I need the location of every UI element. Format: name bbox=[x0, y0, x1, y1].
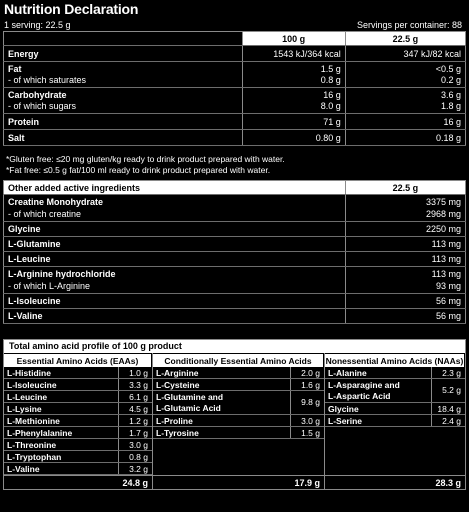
ingredient-label bbox=[4, 237, 346, 252]
value: 3.6 g bbox=[440, 90, 461, 100]
amino-value: 1.6 g bbox=[290, 379, 324, 390]
amino-name: L-Histidine bbox=[7, 368, 51, 378]
nutrient-name: Fat bbox=[8, 64, 22, 74]
ingredient-name: L-Glutamine bbox=[8, 239, 61, 249]
value: 56 mg bbox=[435, 296, 461, 306]
amino-row bbox=[4, 367, 152, 379]
active-row bbox=[4, 267, 466, 294]
amino-value: 1.0 g bbox=[118, 367, 152, 378]
value: 0.18 g bbox=[435, 132, 461, 143]
sub-value: 8.0 g bbox=[320, 101, 341, 111]
footnote-gluten: *Gluten free: ≤20 mg gluten/kg ready to drink product prepared with water. bbox=[6, 154, 285, 164]
amino-row bbox=[325, 367, 465, 379]
nutrient-label bbox=[4, 130, 243, 146]
amino-row bbox=[153, 415, 324, 427]
amino-row bbox=[4, 439, 152, 451]
ingredient-amount bbox=[345, 309, 465, 324]
ingredient-amount bbox=[345, 252, 465, 267]
amino-column-title: Essential Amino Acids (EAAs) bbox=[4, 353, 152, 367]
sub-value: 0.2 g bbox=[440, 75, 461, 85]
amino-columns bbox=[4, 353, 465, 489]
amino-column-total: 17.9 g bbox=[153, 475, 324, 489]
footnotes bbox=[6, 154, 285, 176]
active-ingredients-table bbox=[3, 180, 466, 324]
nutrition-header-row bbox=[4, 32, 466, 46]
amino-name: L-Methionine bbox=[7, 416, 60, 426]
ingredient-name: L-Isoleucine bbox=[8, 296, 61, 306]
nutrition-table bbox=[3, 31, 466, 146]
footnote-fat: *Fat free: ≤0.5 g fat/100 ml ready to drink product prepared with water. bbox=[6, 165, 271, 175]
amino-row bbox=[4, 451, 152, 463]
amino-value: 6.1 g bbox=[118, 391, 152, 402]
nutrient-name: Energy bbox=[8, 48, 39, 59]
ingredient-label bbox=[4, 252, 346, 267]
amino-name: L-Tryptophan bbox=[7, 452, 62, 462]
nutrient-sub-label: - of which sugars bbox=[8, 101, 77, 111]
amino-name: L-Threonine bbox=[7, 440, 57, 450]
amino-name: L-Proline bbox=[156, 416, 193, 426]
active-amount-header: 22.5 g bbox=[345, 181, 465, 195]
active-row bbox=[4, 309, 466, 324]
nutrient-value-100g bbox=[242, 62, 345, 88]
ingredient-name: L-Arginine hydrochloride bbox=[8, 269, 116, 279]
ingredient-amount bbox=[345, 237, 465, 252]
amino-row bbox=[153, 379, 324, 391]
nutrient-label bbox=[4, 88, 243, 114]
value: 347 kJ/82 kcal bbox=[403, 48, 461, 59]
nutrition-row bbox=[4, 62, 466, 88]
nutrient-value-100g bbox=[242, 46, 345, 62]
nutrition-row bbox=[4, 88, 466, 114]
sub-value: 0.8 g bbox=[320, 75, 341, 85]
ingredient-label bbox=[4, 309, 346, 324]
amino-name: L-Asparagine and L-Aspartic Acid bbox=[328, 380, 400, 401]
amino-header: Total amino acid profile of 100 g product bbox=[4, 340, 465, 353]
amino-value: 3.0 g bbox=[290, 415, 324, 426]
amino-column bbox=[4, 353, 153, 489]
amino-row bbox=[4, 391, 152, 403]
amino-row bbox=[4, 379, 152, 391]
amino-name: L-Serine bbox=[328, 416, 363, 426]
value: 16 g bbox=[323, 90, 341, 100]
amino-name: L-Glutamine and L-Glutamic Acid bbox=[156, 392, 224, 413]
nutrient-value-serving bbox=[345, 46, 465, 62]
amino-column-total: 24.8 g bbox=[4, 475, 152, 489]
nutrient-value-serving bbox=[345, 114, 465, 130]
amino-name: L-Cysteine bbox=[156, 380, 200, 390]
page-title: Nutrition Declaration bbox=[4, 1, 139, 17]
amino-name: L-Isoleucine bbox=[7, 380, 57, 390]
amino-value: 2.0 g bbox=[290, 367, 324, 378]
servings-per-container: Servings per container: 88 bbox=[356, 20, 462, 30]
amino-name: L-Alanine bbox=[328, 368, 367, 378]
nutrient-value-100g bbox=[242, 88, 345, 114]
col-serving-header: 22.5 g bbox=[345, 32, 465, 46]
ingredient-label bbox=[4, 222, 346, 237]
value: 56 mg bbox=[435, 311, 461, 321]
active-row bbox=[4, 195, 466, 222]
nutrient-name: Carbohydrate bbox=[8, 90, 67, 100]
value: 2250 mg bbox=[425, 224, 461, 234]
active-row bbox=[4, 294, 466, 309]
amino-value: 2.3 g bbox=[431, 367, 465, 378]
ingredient-name: L-Valine bbox=[8, 311, 43, 321]
active-header-row bbox=[4, 181, 466, 195]
amino-row bbox=[325, 415, 465, 427]
amino-value: 3.3 g bbox=[118, 379, 152, 390]
sub-value: 93 mg bbox=[435, 281, 461, 291]
nutrient-value-serving bbox=[345, 130, 465, 146]
amino-value: 5.2 g bbox=[431, 379, 465, 402]
amino-row bbox=[4, 463, 152, 475]
value: 0.80 g bbox=[315, 132, 341, 143]
ingredient-sub-label: - of which L-Arginine bbox=[8, 281, 91, 291]
col-100g-header: 100 g bbox=[242, 32, 345, 46]
nutrient-label bbox=[4, 62, 243, 88]
active-header: Other added active ingredients bbox=[4, 181, 346, 195]
amino-value: 3.0 g bbox=[118, 439, 152, 450]
nutrition-row bbox=[4, 114, 466, 130]
value: 71 g bbox=[323, 116, 341, 127]
active-row bbox=[4, 237, 466, 252]
ingredient-amount bbox=[345, 222, 465, 237]
amino-row bbox=[4, 427, 152, 439]
amino-column-total: 28.3 g bbox=[325, 475, 465, 489]
ingredient-label bbox=[4, 267, 346, 294]
amino-value: 1.2 g bbox=[118, 415, 152, 426]
sub-value: 2968 mg bbox=[425, 209, 461, 219]
active-row bbox=[4, 252, 466, 267]
value: 113 mg bbox=[431, 254, 461, 264]
nutrient-value-serving bbox=[345, 62, 465, 88]
value: 113 mg bbox=[431, 239, 461, 249]
amino-row bbox=[153, 367, 324, 379]
amino-value: 3.2 g bbox=[118, 463, 152, 474]
amino-row bbox=[4, 403, 152, 415]
nutrition-row bbox=[4, 130, 466, 146]
column-spacer bbox=[153, 439, 324, 475]
ingredient-name: Glycine bbox=[8, 224, 41, 234]
nutrient-label bbox=[4, 114, 243, 130]
ingredient-sub-label: - of which creatine bbox=[8, 209, 82, 219]
nutrient-sub-label: - of which saturates bbox=[8, 75, 87, 85]
amino-row bbox=[325, 403, 465, 415]
amino-value: 1.7 g bbox=[118, 427, 152, 438]
amino-name: L-Tyrosine bbox=[156, 428, 199, 438]
sub-value: 1.8 g bbox=[440, 101, 461, 111]
nutrient-value-100g bbox=[242, 130, 345, 146]
nutrient-value-100g bbox=[242, 114, 345, 130]
amino-value: 1.5 g bbox=[290, 427, 324, 438]
ingredient-name: Creatine Monohydrate bbox=[8, 197, 104, 207]
value: 3375 mg bbox=[425, 197, 461, 207]
amino-name: L-Leucine bbox=[7, 392, 48, 402]
serving-size: 1 serving: 22.5 g bbox=[4, 20, 71, 30]
amino-value: 2.4 g bbox=[431, 415, 465, 426]
ingredient-amount bbox=[345, 195, 465, 222]
amino-value: 18.4 g bbox=[431, 403, 465, 414]
amino-value: 4.5 g bbox=[118, 403, 152, 414]
amino-column-title: Nonessential Amino Acids (NAAs) bbox=[325, 353, 465, 367]
amino-name: Glycine bbox=[328, 404, 359, 414]
nutrient-name: Salt bbox=[8, 132, 25, 143]
value: <0.5 g bbox=[435, 64, 461, 74]
ingredient-label bbox=[4, 195, 346, 222]
amino-column bbox=[325, 353, 465, 489]
amino-value: 0.8 g bbox=[118, 451, 152, 462]
amino-column bbox=[153, 353, 325, 489]
amino-name: L-Arginine bbox=[156, 368, 199, 378]
ingredient-name: L-Leucine bbox=[8, 254, 51, 264]
ingredient-amount bbox=[345, 267, 465, 294]
amino-name: L-Lysine bbox=[7, 404, 42, 414]
nutrient-value-serving bbox=[345, 88, 465, 114]
nutrient-name: Protein bbox=[8, 116, 40, 127]
amino-row bbox=[153, 427, 324, 439]
nutrient-label bbox=[4, 46, 243, 62]
value: 1543 kJ/364 kcal bbox=[273, 48, 341, 59]
value: 16 g bbox=[443, 116, 461, 127]
nutrition-row bbox=[4, 46, 466, 62]
amino-name: L-Phenylalanine bbox=[7, 428, 73, 438]
amino-row bbox=[325, 379, 465, 403]
amino-row bbox=[4, 415, 152, 427]
value: 1.5 g bbox=[320, 64, 341, 74]
amino-acid-profile bbox=[3, 339, 466, 490]
amino-row bbox=[153, 391, 324, 415]
column-spacer bbox=[325, 427, 465, 475]
amino-column-title: Conditionally Essential Amino Acids (CAAs) bbox=[153, 353, 324, 367]
active-row bbox=[4, 222, 466, 237]
ingredient-amount bbox=[345, 294, 465, 309]
amino-name: L-Valine bbox=[7, 464, 40, 474]
ingredient-label bbox=[4, 294, 346, 309]
amino-value: 9.8 g bbox=[290, 391, 324, 414]
value: 113 mg bbox=[431, 269, 461, 279]
